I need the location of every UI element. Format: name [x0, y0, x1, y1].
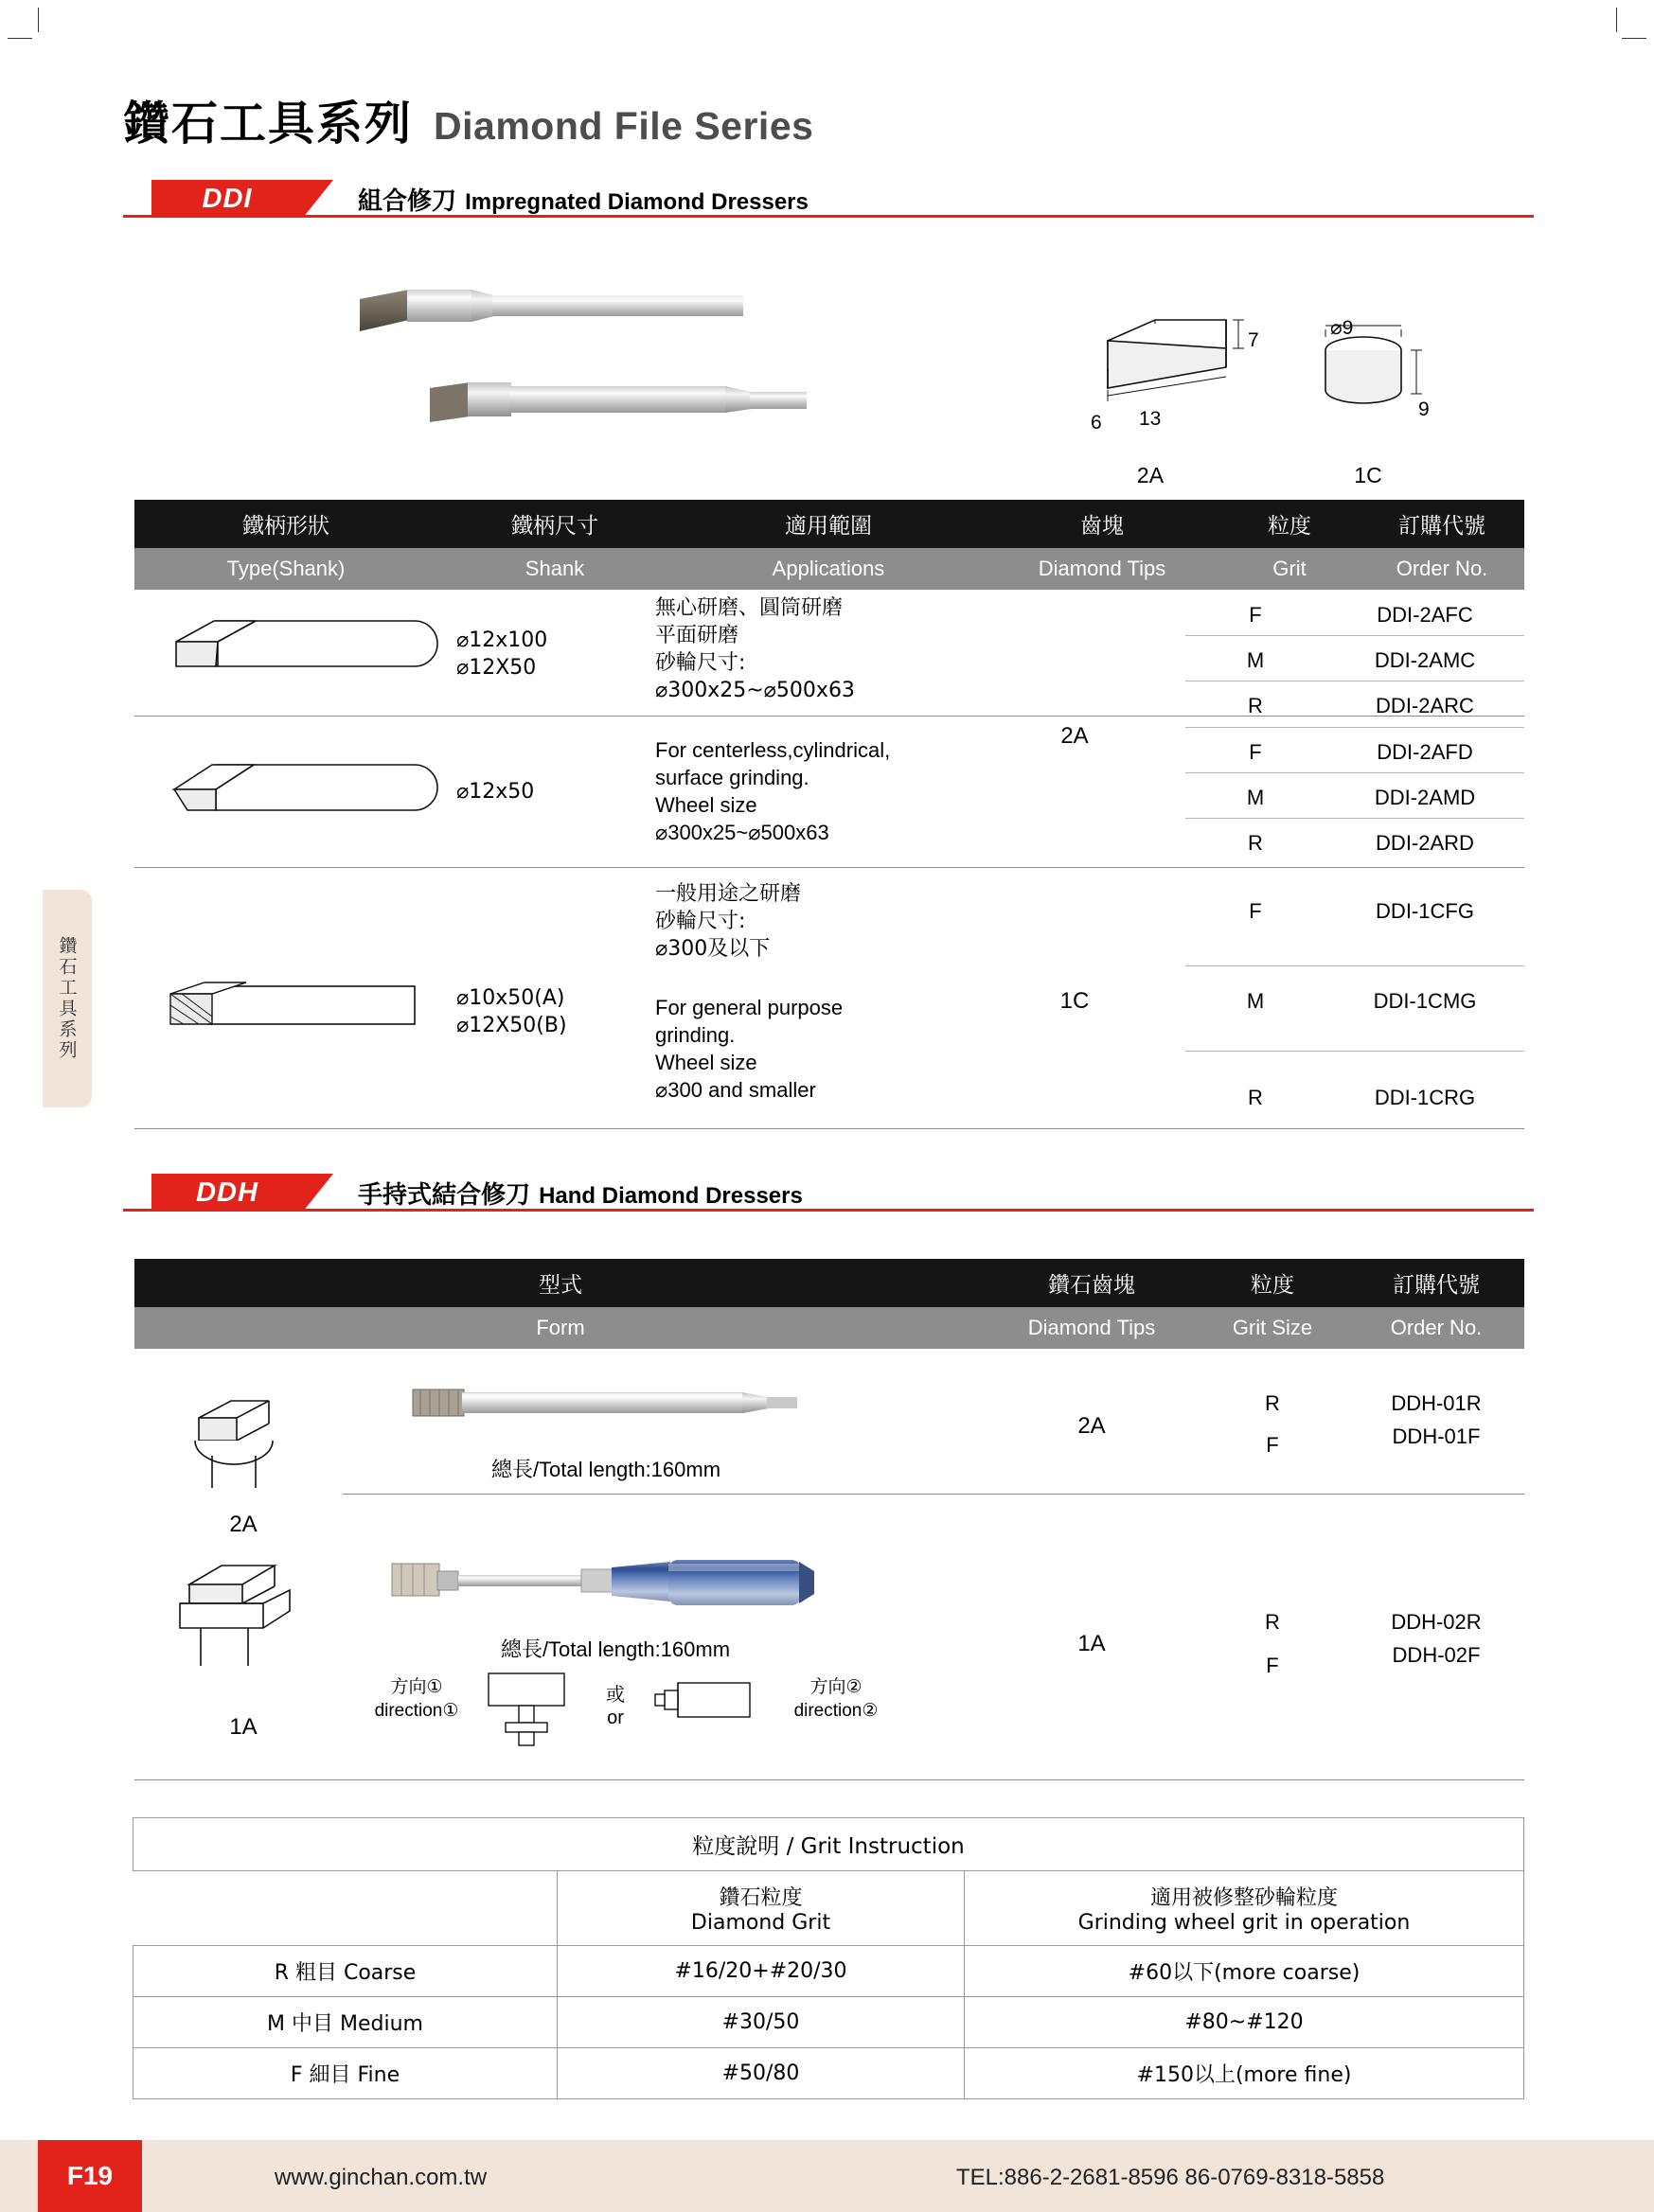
ddi-shank-3-line2: ⌀12X50(B)	[456, 1014, 567, 1037]
ddh-direction1-en: direction①	[374, 1701, 459, 1721]
side-tab-label: 鑽石工具系列	[56, 936, 78, 1061]
page-title-cn: 鑽石工具系列	[123, 97, 414, 150]
ddi-tips-3: 1C	[1059, 988, 1090, 1014]
section-code-label: DDI	[202, 183, 253, 214]
ddi-col-app-cn: 適用範圍	[785, 514, 872, 539]
ddi-order-1b: DDI-2AMC	[1374, 648, 1476, 672]
ddi-product-photo-2	[426, 379, 814, 432]
side-tab	[43, 890, 92, 1107]
ddi-grit-3a: F	[1249, 899, 1262, 923]
ddi-header-en-row	[134, 548, 1524, 590]
ddi-table	[134, 500, 1524, 590]
ddi-shank-3	[456, 984, 567, 1039]
grit-header-row	[133, 1871, 1524, 1946]
ddi-row-sep	[134, 867, 1524, 868]
ddi-app-2	[655, 736, 890, 846]
ddi-app-1-line4: ⌀300x25~⌀500x63	[655, 679, 855, 702]
section-code-ddi	[151, 180, 303, 218]
ddi-app-3-en	[655, 994, 843, 1104]
ddi-col-tips-cn: 齒塊	[1080, 514, 1124, 539]
ddh-product-photo-1	[407, 1382, 805, 1427]
section-bar-ddh	[123, 1174, 1534, 1212]
footer-telephone: TEL:886-2-2681-8596 86-0769-8318-5858	[956, 2165, 1385, 2190]
ddi-app-3-en-line3: Wheel size	[655, 1051, 757, 1074]
ddi-col-order-en: Order No.	[1396, 557, 1488, 580]
ddi-app-3-en-line4: ⌀300 and smaller	[655, 1078, 816, 1102]
section-tag-arrow	[303, 180, 333, 218]
ddi-grit-1c: R	[1248, 694, 1263, 717]
tip-2a-dim-13: 13	[1139, 408, 1162, 430]
ddi-grit-sep	[1185, 1051, 1524, 1052]
ddi-grit-sep	[1185, 635, 1524, 636]
ddi-col-order-cn: 訂購代號	[1398, 514, 1485, 539]
ddh-product-photo-2	[386, 1545, 898, 1622]
ddi-grit-sep	[1185, 772, 1524, 773]
ddi-app-1-line3: 砂輪尺寸:	[655, 651, 746, 675]
ddi-app-2-line4: ⌀300x25~⌀500x63	[655, 821, 829, 844]
ddi-shank-3-line1: ⌀10x50(A)	[456, 986, 565, 1010]
ddh-grit-1b: F	[1266, 1433, 1279, 1457]
section-title-en: Impregnated Diamond Dressers	[465, 189, 809, 215]
ddh-col-grit-cn: 粒度	[1251, 1273, 1294, 1298]
ddi-order-1c: DDI-2ARC	[1376, 694, 1474, 717]
tip-2a-label: 2A	[1136, 463, 1165, 487]
grit-row	[133, 2048, 1524, 2099]
ddi-app-2-line1: For centerless,cylindrical,	[655, 738, 891, 762]
ddh-order-1a: DDH-01R	[1391, 1391, 1482, 1415]
ddh-order-2a: DDH-02R	[1391, 1610, 1482, 1634]
tip-2a-dim-6: 6	[1091, 412, 1102, 434]
ddi-app-3-cn-line1: 一般用途之研磨	[655, 882, 802, 906]
ddh-bottom-sep	[134, 1779, 1524, 1780]
ddh-col-tips-cn: 鑽石齒塊	[1048, 1273, 1135, 1298]
ddi-grit-2b: M	[1246, 786, 1265, 809]
ddh-col-form-en: Form	[536, 1316, 585, 1339]
ddi-header-cn-row	[134, 500, 1524, 548]
ddh-direction2-cn: 方向②	[809, 1676, 863, 1697]
grit-diamond-f: #50/80	[558, 2048, 965, 2099]
page-title-en: Diamond File Series	[434, 104, 814, 148]
section-rule	[123, 215, 1534, 218]
ddi-grit-sep	[1185, 965, 1524, 966]
grit-row	[133, 1997, 1524, 2048]
ddi-product-photo-1	[352, 282, 750, 348]
ddh-tips-1: 2A	[1077, 1413, 1106, 1439]
ddh-or-en: or	[607, 1708, 624, 1728]
ddh-shape-label-1a: 1A	[229, 1714, 258, 1740]
ddh-or-cn: 或	[606, 1683, 625, 1706]
ddi-grit-sep	[1185, 818, 1524, 819]
ddi-order-3c: DDI-1CRG	[1374, 1086, 1476, 1109]
ddi-app-3-cn	[655, 880, 801, 963]
section-code-label-2: DDH	[196, 1177, 258, 1208]
grit-header-wheel-cn: 適用被修整砂輪粒度	[1149, 1886, 1338, 1910]
grit-wheel-f: #150以上(more fine)	[965, 2048, 1524, 2099]
ddh-grit-2a: R	[1265, 1610, 1280, 1634]
ddi-col-tips-en: Diamond Tips	[1038, 557, 1166, 580]
ddh-header-en-row	[134, 1307, 1524, 1349]
ddi-grit-3b: M	[1246, 989, 1265, 1013]
ddi-app-3-cn-line2: 砂輪尺寸:	[655, 910, 746, 933]
tip-2a-dim-7: 7	[1248, 329, 1259, 351]
ddh-shape-label-2a: 2A	[229, 1512, 258, 1537]
ddi-app-1-line1: 無心研磨、圓筒研磨	[655, 596, 844, 620]
ddi-grit-1b: M	[1246, 648, 1265, 672]
ddh-table	[134, 1259, 1524, 1349]
ddh-row-sep	[343, 1494, 1524, 1495]
ddh-direction2-en: direction②	[793, 1701, 879, 1721]
grit-grade-r: R 粗目 Coarse	[133, 1946, 558, 1997]
ddi-shank-2-line1: ⌀12x50	[456, 780, 535, 804]
ddh-tip-1a-drawing	[169, 1552, 311, 1685]
ddi-app-2-line3: Wheel size	[655, 793, 757, 817]
section-title-en-2: Hand Diamond Dressers	[539, 1183, 803, 1209]
ddh-direction1-diagram	[475, 1666, 579, 1753]
ddi-col-grit-en: Grit	[1272, 557, 1307, 580]
ddi-col-app-en: Applications	[772, 557, 885, 580]
section-code-ddh	[151, 1174, 303, 1212]
grit-title-row	[133, 1818, 1524, 1871]
ddh-order-2b: DDH-02F	[1392, 1643, 1481, 1667]
section-rule-2	[123, 1209, 1534, 1212]
ddi-shank-1-line1: ⌀12x100	[456, 628, 548, 652]
grit-instruction-table	[133, 1817, 1524, 2099]
ddi-app-3-en-line1: For general purpose	[655, 996, 844, 1019]
section-title-cn-2: 手持式結合修刀	[358, 1181, 531, 1210]
tip-2a-drawing	[1098, 303, 1278, 426]
grit-diamond-m: #30/50	[558, 1997, 965, 2048]
ddi-grit-3c: R	[1248, 1086, 1263, 1109]
ddi-order-1a: DDI-2AFC	[1377, 603, 1473, 627]
ddi-col-shank-cn: 鐵柄尺寸	[511, 514, 598, 539]
ddh-length-label-1: 總長/Total length:160mm	[490, 1458, 721, 1481]
footer-website[interactable]: www.ginchan.com.tw	[275, 2165, 488, 2190]
tip-1c-dim-d9: ⌀9	[1330, 317, 1354, 339]
ddh-col-form-cn: 型式	[539, 1273, 582, 1298]
ddi-shape-drawing-3	[159, 977, 443, 1035]
section-title-ddh	[358, 1176, 803, 1211]
ddi-shank-1-line2: ⌀12X50	[456, 656, 537, 680]
grit-wheel-m: #80~#120	[965, 1997, 1524, 2048]
section-tag-arrow-2	[303, 1174, 333, 1212]
ddi-col-type-cn: 鐵柄形狀	[242, 514, 329, 539]
page-footer	[0, 2140, 1654, 2212]
ddh-grit-2b: F	[1266, 1654, 1279, 1677]
ddi-row-sep	[134, 1128, 1524, 1129]
ddh-order-1b: DDH-01F	[1392, 1425, 1481, 1448]
ddh-col-grit-en: Grit Size	[1232, 1316, 1313, 1339]
ddh-col-order-en: Order No.	[1390, 1316, 1483, 1339]
section-bar-ddi	[123, 180, 1534, 218]
tip-1c-dim-9: 9	[1418, 398, 1430, 420]
grit-header-wheel-en: Grinding wheel grit in operation	[1077, 1911, 1411, 1935]
grit-header-diamond-en: Diamond Grit	[690, 1911, 831, 1935]
grit-row	[133, 1946, 1524, 1997]
page-number: F19	[38, 2140, 142, 2212]
ddh-direction1-cn: 方向①	[390, 1676, 443, 1697]
ddi-col-grit-cn: 粒度	[1268, 514, 1311, 539]
crop-mark	[8, 38, 32, 39]
ddi-col-type-en: Type(Shank)	[226, 557, 346, 580]
grit-wheel-r: #60以下(more coarse)	[965, 1946, 1524, 1997]
ddi-app-1	[655, 594, 855, 704]
ddh-tips-2: 1A	[1077, 1631, 1106, 1656]
ddi-app-3-en-line2: grinding.	[655, 1023, 736, 1047]
ddh-col-order-cn: 訂購代號	[1393, 1273, 1480, 1298]
grit-header-wheel	[965, 1871, 1524, 1946]
grit-header-diamond	[558, 1871, 965, 1946]
grit-grade-f: F 細目 Fine	[133, 2048, 558, 2099]
grit-header-diamond-cn: 鑽石粒度	[719, 1886, 803, 1910]
ddi-grit-1a: F	[1249, 603, 1262, 627]
ddi-app-2-line2: surface grinding.	[655, 766, 809, 789]
ddi-order-2b: DDI-2AMD	[1374, 786, 1476, 809]
grit-title: 粒度說明 / Grit Instruction	[133, 1818, 1524, 1871]
crop-mark	[1616, 8, 1617, 32]
ddh-header-cn-row	[134, 1259, 1524, 1307]
ddi-tips-1: 2A	[1060, 723, 1089, 749]
crop-mark	[1622, 38, 1646, 39]
ddi-shape-drawing-2	[159, 757, 443, 823]
ddi-order-3a: DDI-1CFG	[1376, 899, 1474, 923]
ddi-order-2a: DDI-2AFD	[1377, 740, 1473, 764]
ddi-grit-2c: R	[1248, 831, 1263, 855]
grit-grade-m: M 中目 Medium	[133, 1997, 558, 2048]
grit-diamond-r: #16/20+#20/30	[558, 1946, 965, 1997]
ddi-app-1-line2: 平面研磨	[655, 624, 739, 647]
ddh-direction2-diagram	[653, 1673, 767, 1740]
ddi-order-3b: DDI-1CMG	[1373, 989, 1477, 1013]
section-title-cn: 組合修刀	[358, 187, 457, 216]
ddh-grit-1a: R	[1265, 1391, 1280, 1415]
ddi-shank-2	[456, 778, 534, 805]
ddi-app-3-cn-line3: ⌀300及以下	[655, 937, 771, 961]
ddh-length-label-2: 總長/Total length:160mm	[500, 1637, 731, 1661]
page-title	[123, 87, 1534, 153]
ddi-shank-1	[456, 627, 547, 681]
ddi-grit-2a: F	[1249, 740, 1262, 764]
ddh-col-tips-en: Diamond Tips	[1027, 1316, 1156, 1339]
tip-1c-label: 1C	[1354, 463, 1382, 487]
ddi-shape-drawing-1	[159, 613, 443, 680]
ddi-grit-sep	[1185, 727, 1524, 728]
ddi-order-2c: DDI-2ARD	[1376, 831, 1474, 855]
ddi-col-shank-en: Shank	[525, 557, 585, 580]
ddh-tip-2a-drawing	[182, 1389, 305, 1503]
grit-header-blank	[133, 1871, 558, 1946]
section-title-ddi	[358, 182, 809, 217]
crop-mark	[38, 8, 39, 32]
